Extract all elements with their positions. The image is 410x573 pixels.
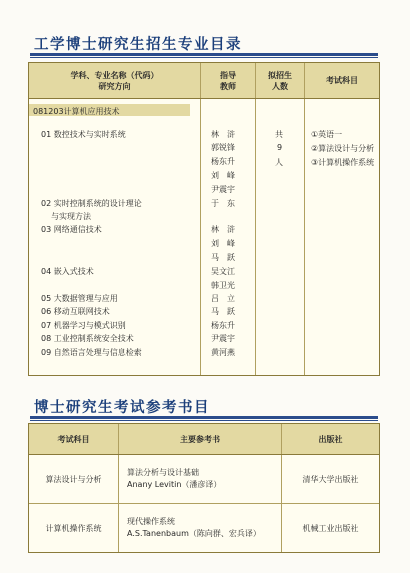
exam-subject: ①英语一 <box>311 130 343 139</box>
book-publisher: 机械工业出版社 <box>302 523 359 533</box>
direction-item: 06 移动互联网技术 <box>41 307 110 316</box>
advisor-name: 吴文江 <box>211 267 235 276</box>
header-exam: 考试科目 <box>326 76 358 85</box>
direction-item: 08 工业控制系统安全技术 <box>41 334 134 343</box>
book-title: 算法分析与设计基础 <box>127 468 199 477</box>
header-publisher: 出版社 <box>318 434 343 444</box>
book-info <box>119 504 282 552</box>
advisor-name: 尹震宇 <box>211 334 235 343</box>
advisor-name: 刘 峰 <box>211 171 235 180</box>
title-underline <box>30 416 378 419</box>
enrollment-table-body <box>29 99 379 375</box>
book-author: Anany Levitin（潘彦译） <box>127 480 222 489</box>
direction-item: 01 数控技术与实时系统 <box>41 130 126 139</box>
direction-item: 02 实时控制系统的设计理论 <box>41 199 142 208</box>
advisor-name: 韩卫光 <box>211 281 235 290</box>
advisor-name: 吕 立 <box>211 294 235 303</box>
title-underline <box>30 53 378 56</box>
advisor-name: 马 跃 <box>211 307 235 316</box>
book-title: 现代操作系统 <box>127 517 175 526</box>
department-name: 081203计算机应用技术 <box>33 107 120 116</box>
advisor-name: 于 东 <box>211 199 235 208</box>
exam-subject: ③计算机操作系统 <box>311 158 375 167</box>
enrollment-table-header <box>29 63 379 99</box>
quota-text: 共 <box>275 130 283 139</box>
advisor-name: 林 浒 <box>211 225 235 234</box>
section1-title: 工学博士研究生招生专业目录 <box>34 37 242 53</box>
title-underline-thin <box>30 420 378 421</box>
direction-item: 05 大数据管理与应用 <box>41 294 118 303</box>
quota-text: 9 <box>277 143 283 152</box>
header-subject: 考试科目 <box>29 424 119 454</box>
direction-item: 与实现方法 <box>51 212 91 221</box>
advisor-name: 马 跃 <box>211 253 235 262</box>
header-advisor: 指导 教师 <box>201 63 256 98</box>
section2-title: 博士研究生考试参考书目 <box>34 400 210 416</box>
table-row <box>29 504 379 552</box>
reference-table-header <box>29 424 379 455</box>
header-quota: 拟招生 人数 <box>256 63 305 98</box>
title-underline-thin <box>30 57 378 58</box>
advisor-name: 杨东升 <box>211 157 235 166</box>
advisor-name: 黄河燕 <box>211 348 235 357</box>
table-row <box>29 455 379 504</box>
enrollment-table <box>28 62 380 376</box>
direction-item: 09 自然语言处理与信息检索 <box>41 348 142 357</box>
book-subject: 算法设计与分析 <box>29 455 119 503</box>
direction-item: 07 机器学习与模式识别 <box>41 321 126 330</box>
book-info <box>119 455 282 503</box>
direction-item: 03 网络通信技术 <box>41 225 102 234</box>
quota-text: 人 <box>275 158 283 167</box>
advisor-name: 林 浒 <box>211 130 235 139</box>
book-subject: 计算机操作系统 <box>29 504 119 552</box>
exam-subject: ②算法设计与分析 <box>311 144 375 153</box>
advisor-name: 郭锐锋 <box>211 143 235 152</box>
reference-table <box>28 423 380 553</box>
header-field: 学科、专业名称（代码） 研究方向 <box>29 63 201 98</box>
advisor-name: 杨东升 <box>211 321 235 330</box>
direction-item: 04 嵌入式技术 <box>41 267 94 276</box>
book-author: A.S.Tanenbaum（陈向群、宏兵译） <box>127 529 261 538</box>
advisor-name: 尹震宇 <box>211 185 235 194</box>
header-books: 主要参考书 <box>119 424 282 454</box>
advisor-name: 刘 峰 <box>211 239 235 248</box>
book-publisher: 清华大学出版社 <box>302 474 359 484</box>
